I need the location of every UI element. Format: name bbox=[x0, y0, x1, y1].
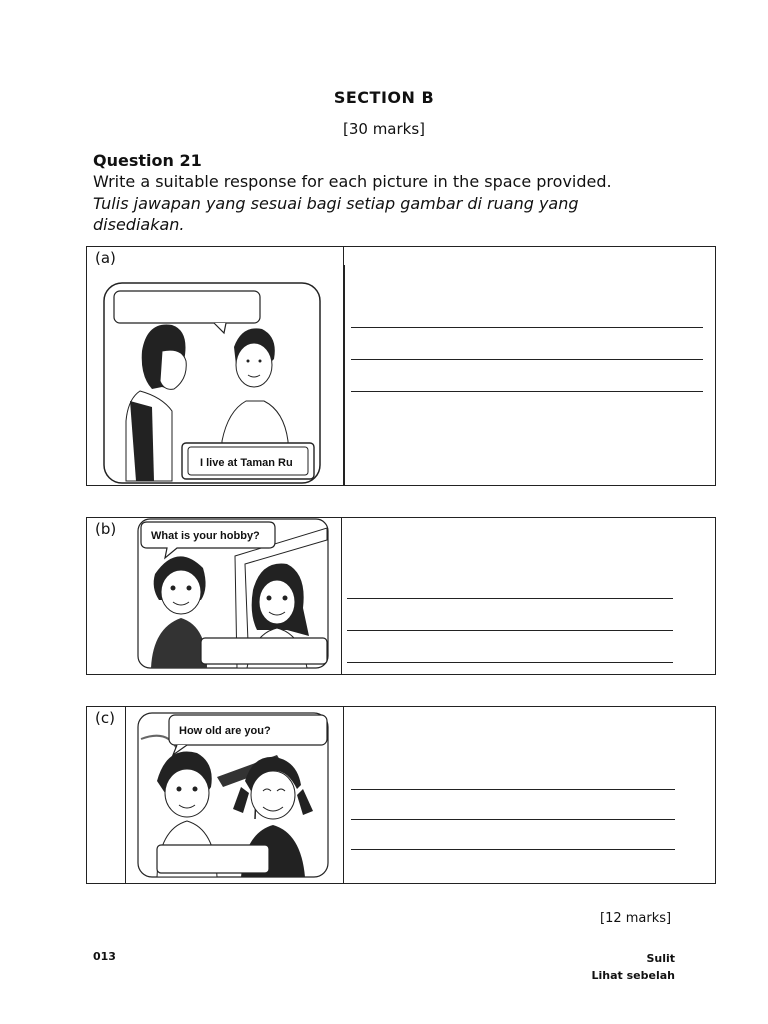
item-label-b: (b) bbox=[95, 520, 117, 538]
item-label-c: (c) bbox=[95, 709, 115, 727]
margin-rule bbox=[343, 265, 345, 485]
picture-a bbox=[102, 281, 322, 489]
picture-c bbox=[137, 709, 333, 885]
answer-line[interactable] bbox=[347, 630, 673, 631]
answer-line[interactable] bbox=[351, 849, 675, 850]
question-box-c bbox=[86, 706, 716, 884]
answer-line[interactable] bbox=[351, 359, 703, 360]
column-divider bbox=[343, 707, 344, 883]
paper-code: 013 bbox=[93, 950, 116, 963]
reply-box-a: I live at Taman Ru bbox=[200, 457, 293, 469]
question-box-a bbox=[86, 246, 716, 486]
answer-line[interactable] bbox=[351, 327, 703, 328]
speech-bubble-b: What is your hobby? bbox=[151, 530, 260, 542]
footer-sulit: Sulit bbox=[646, 952, 675, 965]
picture-b bbox=[137, 518, 331, 674]
total-marks: [12 marks] bbox=[600, 911, 672, 926]
question-box-b bbox=[86, 517, 716, 675]
instruction-malay: Tulis jawapan yang sesuai bagi setiap gambar di ruang yang disediakan. bbox=[93, 194, 579, 234]
answer-line[interactable] bbox=[351, 391, 703, 392]
item-label-a: (a) bbox=[95, 249, 116, 267]
question-title: Question 21 bbox=[93, 151, 202, 170]
speech-bubble-c: How old are you? bbox=[179, 725, 271, 737]
column-divider bbox=[341, 518, 342, 674]
footer-next-page: Lihat sebelah bbox=[591, 969, 675, 982]
column-divider bbox=[125, 707, 126, 883]
section-title: SECTION B bbox=[333, 88, 435, 107]
answer-line[interactable] bbox=[351, 819, 675, 820]
section-marks: [30 marks] bbox=[342, 120, 426, 138]
instruction-english: Write a suitable response for each picture in the space provided. bbox=[93, 172, 612, 191]
answer-line[interactable] bbox=[347, 598, 673, 599]
footer-status bbox=[560, 950, 675, 984]
answer-line[interactable] bbox=[347, 662, 673, 663]
answer-line[interactable] bbox=[351, 789, 675, 790]
